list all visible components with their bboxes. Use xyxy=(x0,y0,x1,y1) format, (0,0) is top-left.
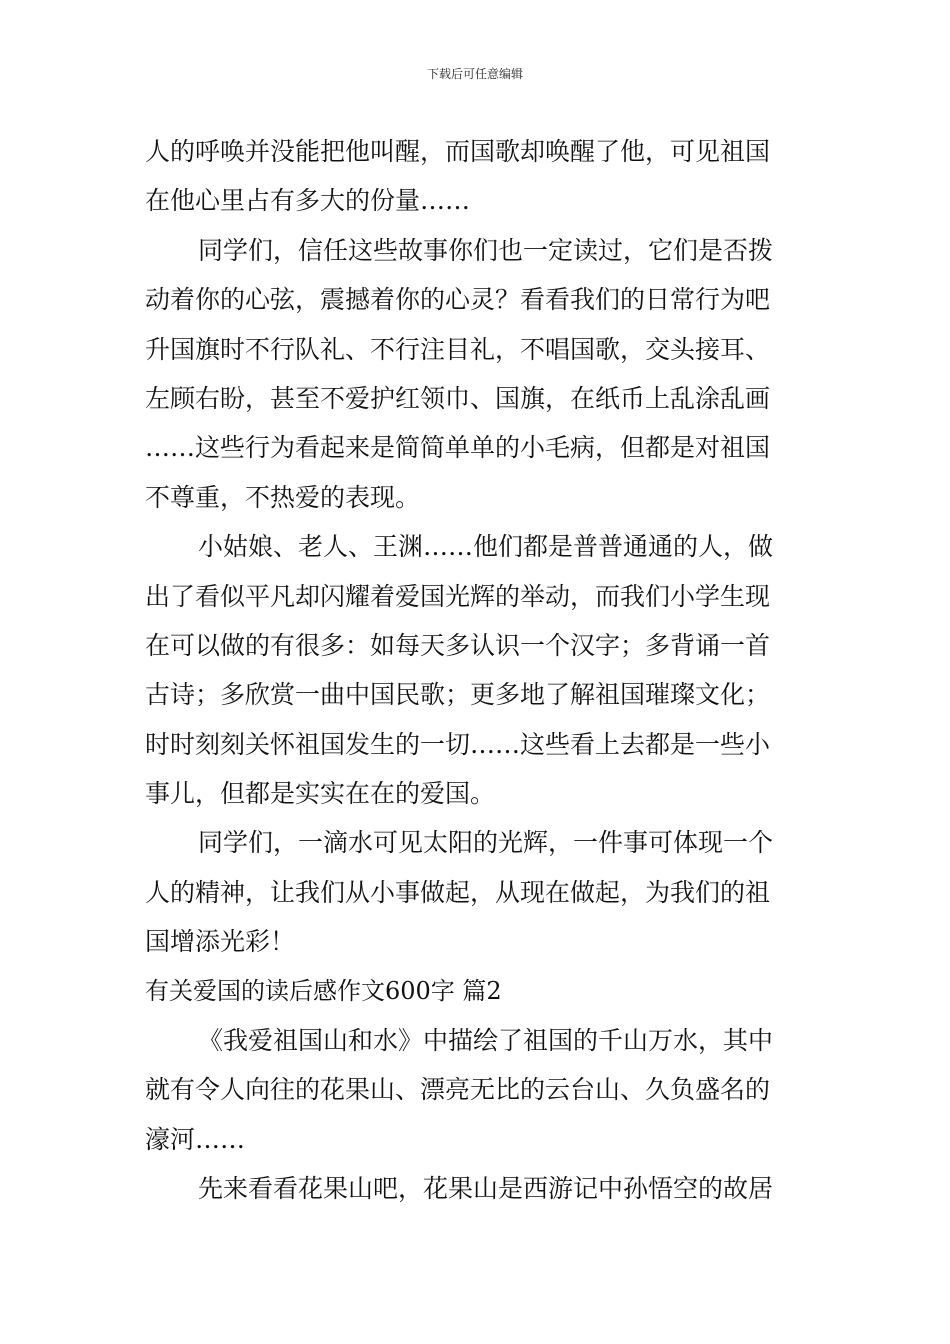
text-line: 动着你的心弦，震撼着你的心灵？看看我们的日常行为吧 xyxy=(145,285,771,315)
text-line: 出了看似平凡却闪耀着爱国光辉的举动，而我们小学生现 xyxy=(145,581,771,611)
paragraph-start-line: 同学们，信任这些故事你们也一定读过，它们是否拨 xyxy=(198,235,774,265)
text-line: 濠河…… xyxy=(145,1124,246,1154)
document-body xyxy=(145,127,810,1214)
paragraph-start-line: 同学们，一滴水可见太阳的光辉，一件事可体现一个 xyxy=(198,828,774,858)
text-line: 左顾右盼，甚至不爱护红领巾、国旗，在纸币上乱涂乱画 xyxy=(145,383,771,413)
text-line: 古诗；多欣赏一曲中国民歌；更多地了解祖国璀璨文化； xyxy=(145,680,771,710)
paragraph-start-line: 小姑娘、老人、王渊……他们都是普普通通的人，做 xyxy=(198,532,774,562)
text-line: 在可以做的有很多：如每天多认识一个汉字；多背诵一首 xyxy=(145,630,771,660)
text-line: ……这些行为看起来是简简单单的小毛病，但都是对祖国 xyxy=(145,433,771,463)
text-line: 在他心里占有多大的份量…… xyxy=(145,186,471,216)
text-line: 升国旗时不行队礼、不行注目礼，不唱国歌，交头接耳、 xyxy=(145,334,771,364)
paragraph-start-line: 先来看看花果山吧，花果山是西游记中孙悟空的故居 xyxy=(198,1174,774,1204)
text-line: 人的精神，让我们从小事做起，从现在做起，为我们的祖 xyxy=(145,877,771,907)
text-line: 事儿，但都是实实在在的爱国。 xyxy=(145,779,496,809)
paragraph-start-line: 《我爱祖国山和水》中描绘了祖国的千山万水，其中 xyxy=(198,1026,774,1056)
section-heading: 有关爱国的读后感作文600字 篇2 xyxy=(145,976,502,1005)
page-header: 下载后可任意编辑 xyxy=(426,67,523,81)
text-line: 人的呼唤并没能把他叫醒，而国歌却唤醒了他，可见祖国 xyxy=(145,137,771,166)
text-line: 时时刻刻关怀祖国发生的一切……这些看上去都是一些小 xyxy=(145,729,771,759)
text-line: 国增添光彩！ xyxy=(145,927,296,957)
text-line: 就有令人向往的花果山、漂亮无比的云台山、久负盛名的 xyxy=(145,1075,771,1105)
text-line: 不尊重，不热爱的表现。 xyxy=(145,482,421,512)
